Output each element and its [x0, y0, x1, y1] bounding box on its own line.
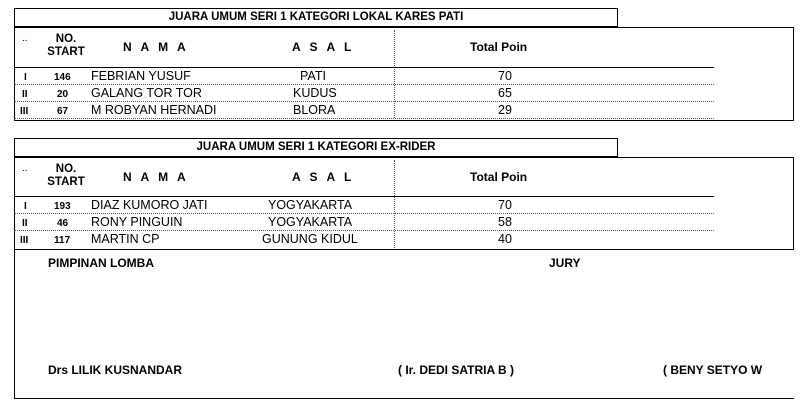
row-separator: [14, 84, 714, 85]
jury-name-2: ( BENY SETYO W: [663, 363, 763, 377]
row-nama: RONY PINGUIN: [91, 215, 183, 229]
pimpinan-label: PIMPINAN LOMBA: [48, 256, 154, 270]
jury-name-1: ( Ir. DEDI SATRIA B ): [398, 363, 515, 377]
row-start: 146: [54, 72, 71, 83]
row-poin: 29: [498, 103, 512, 117]
row-start: 193: [54, 201, 71, 212]
row-start: 46: [57, 218, 69, 229]
row-separator: [14, 213, 714, 214]
row-nama: FEBRIAN YUSUF: [91, 69, 191, 83]
column-divider: [394, 160, 395, 248]
header-mark: ..: [22, 163, 28, 174]
row-rank: I: [24, 201, 27, 212]
row-nama: M ROBYAN HERNADI: [91, 103, 217, 117]
header-mark: ..: [22, 33, 28, 44]
row-start: 20: [57, 89, 69, 100]
row-asal: BLORA: [293, 103, 336, 117]
row-rank: III: [20, 235, 29, 246]
row-asal: YOGYAKARTA: [268, 198, 353, 212]
header-nama: N A M A: [123, 40, 189, 54]
header-poin: Total Poin: [470, 170, 528, 184]
header-rule: [14, 67, 714, 68]
section-border-bottom: [14, 398, 794, 399]
header-start: NO. START: [47, 163, 85, 188]
row-asal: GUNUNG KIDUL: [262, 232, 358, 246]
row-asal: PATI: [300, 69, 326, 83]
header-nama: N A M A: [123, 170, 189, 184]
table-title: JUARA UMUM SERI 1 KATEGORI LOKAL KARES PATI: [168, 11, 464, 23]
header-rule: [14, 196, 714, 197]
row-nama: MARTIN CP: [91, 232, 160, 246]
row-start: 117: [54, 235, 71, 246]
row-rank: I: [24, 72, 27, 83]
table-title: JUARA UMUM SERI 1 KATEGORI EX-RIDER: [196, 141, 436, 153]
row-separator: [14, 101, 714, 102]
row-poin: 70: [498, 198, 512, 212]
header-start: NO. START: [47, 33, 85, 58]
row-nama: DIAZ KUMORO JATI: [91, 198, 208, 212]
section-border-left: [14, 250, 15, 398]
row-poin: 58: [498, 215, 512, 229]
pimpinan-name: Drs LILIK KUSNANDAR: [48, 363, 183, 377]
header-asal: A S A L: [292, 170, 355, 184]
row-nama: GALANG TOR TOR: [91, 86, 202, 100]
row-start: 67: [57, 106, 69, 117]
row-separator: [14, 230, 714, 231]
row-poin: 70: [498, 69, 512, 83]
row-rank: II: [22, 218, 28, 229]
header-asal: A S A L: [292, 40, 355, 54]
row-poin: 40: [498, 232, 512, 246]
row-rank: II: [22, 89, 28, 100]
row-asal: KUDUS: [293, 86, 337, 100]
row-separator: [14, 118, 714, 119]
header-poin: Total Poin: [470, 40, 528, 54]
jury-label: JURY: [549, 256, 581, 270]
column-divider: [394, 30, 395, 118]
row-rank: III: [20, 106, 29, 117]
row-asal: YOGYAKARTA: [268, 215, 353, 229]
row-poin: 65: [498, 86, 512, 100]
